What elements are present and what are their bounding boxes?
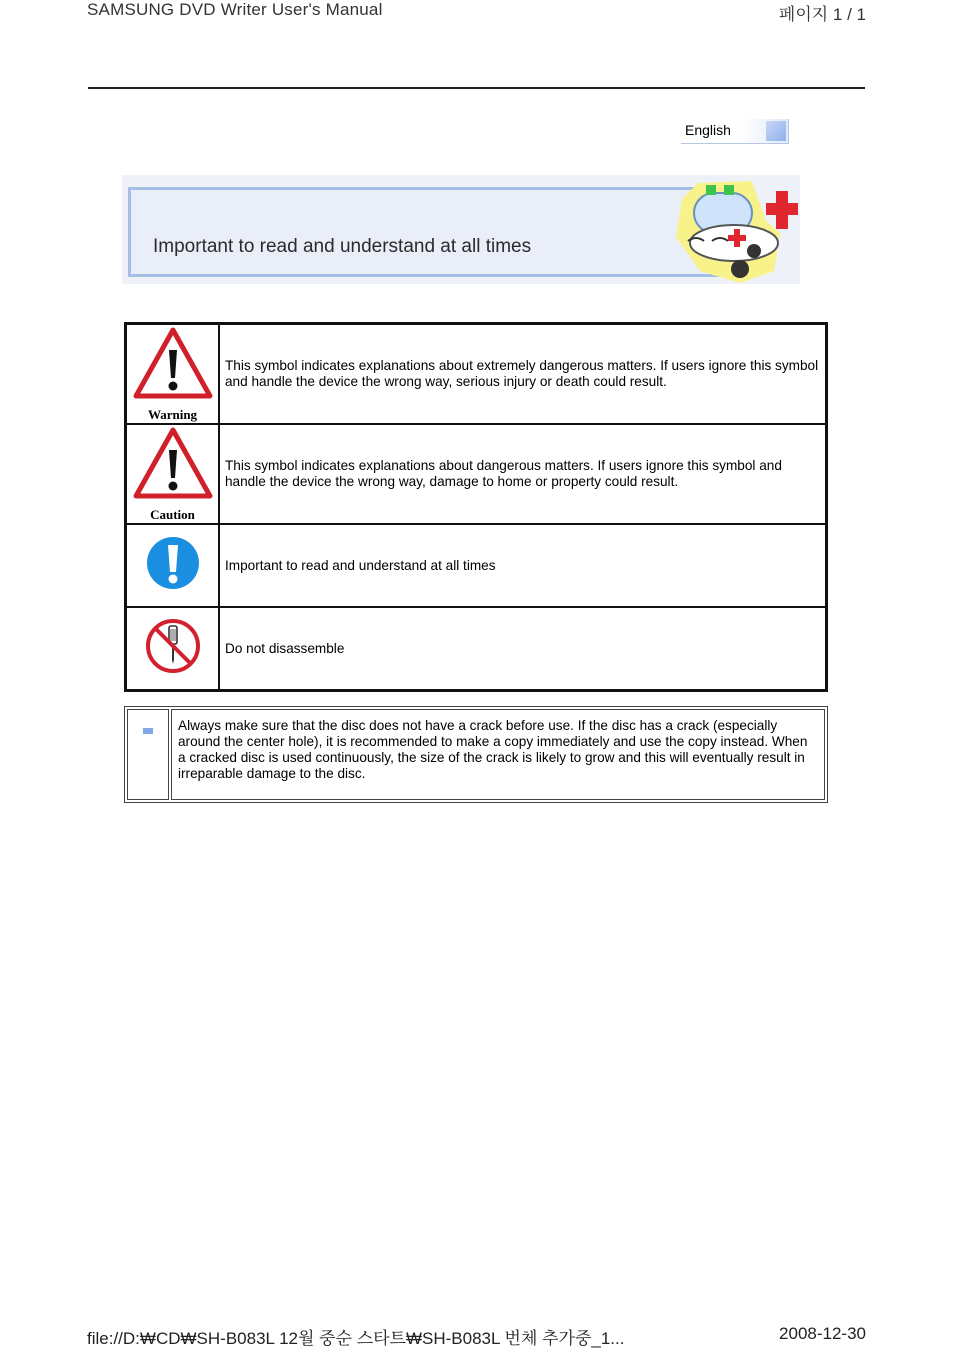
no-disassemble-description: Do not disassemble (219, 607, 826, 690)
warning-icon-cell (126, 324, 219, 424)
table-row (126, 607, 826, 690)
warning-icon-label: Warning (147, 406, 198, 422)
table-row (126, 324, 826, 424)
caution-icon-label: Caution (150, 506, 195, 522)
symbol-legend-table (124, 322, 828, 692)
header-page-number: 페이지 1 / 1 (778, 5, 866, 24)
language-dropdown-icon (766, 121, 786, 141)
no-disassemble-icon (143, 616, 203, 676)
language-selector[interactable] (681, 119, 789, 144)
footer-date: 2008-12-30 (779, 1324, 866, 1343)
banner-box (128, 187, 721, 277)
caution-icon-cell (126, 424, 219, 524)
table-row (127, 709, 825, 800)
warning-description: This symbol indicates explanations about extremely dangerous matters. If users ignore this symbol and handle the device the wrong way, serious injury or death could result. (219, 324, 826, 424)
bullet-cell (127, 709, 169, 800)
header-divider (88, 87, 865, 89)
banner-title: Important to read and understand at all times (153, 236, 532, 257)
warning-icon (133, 326, 213, 416)
no-disassemble-icon-cell (126, 607, 219, 690)
important-description: Important to read and understand at all times (219, 524, 826, 607)
ambulance-illustration-icon (670, 175, 800, 284)
footer-file-path: file://D:₩CD₩SH-B083L 12월 중순 스타트₩SH-B083L 번체 추가중_1... (87, 1329, 625, 1348)
section-banner (122, 175, 800, 284)
caution-icon (133, 426, 213, 516)
table-row (126, 424, 826, 524)
language-label: English (685, 122, 731, 138)
bullet-icon (143, 728, 153, 734)
note-text: Always make sure that the disc does not have a crack before use. If the disc has a crack (especially around the center hole), it is recommended to make a copy immediately and use the copy instead. When a cracked disc is used continuously, the size of the crack is likely to grow and this will eventually result in irreparable damage to the disc. (171, 709, 825, 800)
important-icon-cell (126, 524, 219, 607)
header-title: SAMSUNG DVD Writer User's Manual (87, 0, 383, 19)
note-box (124, 706, 828, 803)
table-row (126, 524, 826, 607)
important-icon (144, 534, 202, 592)
caution-description: This symbol indicates explanations about dangerous matters. If users ignore this symbol and handle the device the wrong way, damage to home or property could result. (219, 424, 826, 524)
